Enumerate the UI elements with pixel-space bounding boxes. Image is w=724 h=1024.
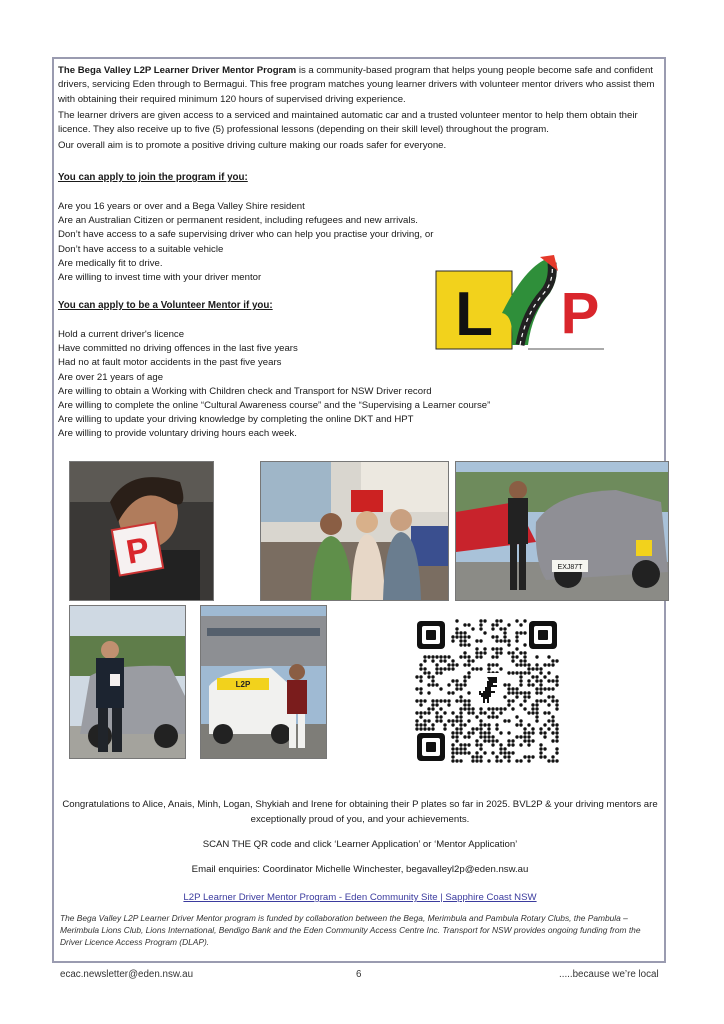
list-item: Don’t have access to a suitable vehicle: [58, 243, 224, 255]
list-item: Had no at fault motor accidents in the past five years: [58, 357, 282, 369]
p-plate-letter: P: [123, 530, 153, 572]
footer-tagline: .....because we’re local: [559, 969, 659, 980]
logo-l-letter: L: [455, 280, 493, 349]
intro-paragraph-3: Our overall aim is to promote a positive driving culture making our roads safer for everyone.: [58, 140, 447, 152]
list-item: Are medically fit to drive.: [58, 257, 163, 269]
scan-instruction: SCAN THE QR code and click ‘Learner Application’ or ‘Mentor Application’: [202, 839, 518, 850]
program-name: The Bega Valley L2P Learner Driver Mentor Program: [58, 65, 297, 76]
list-item: Are willing to provide voluntary driving hours each week.: [58, 428, 297, 440]
list-item: Are willing to obtain a Working with Children check and Transport for NSW Driver record: [58, 385, 432, 397]
program-website-link[interactable]: L2P Learner Driver Mentor Program - Eden Community Site | Sapphire Coast NSW: [183, 892, 537, 903]
photo-learner-with-car: [455, 461, 669, 601]
list-item: Hold a current driver's licence: [58, 329, 185, 340]
photo-mentor-with-car: [69, 605, 186, 759]
car-plate: EXJ87T: [557, 564, 583, 571]
page-number: 6: [356, 969, 362, 980]
list-item: Are willing to invest time with your driver mentor: [58, 272, 262, 284]
intro-paragraph-2: The learner drivers are given access to a serviced and maintained automatic car and a trusted volunteer mentor to help them obtain their licence. They also receive up to five (5) professional lessons (depending on their skill level) throughout the program.: [58, 109, 638, 136]
list-item: Don’t have access to a safe supervising driver who can help you practise your driving, or: [58, 229, 434, 241]
intro-text-1: is a community-based program that helps young people become safe and confident drivers, servicing Eden through to Bermagui. This free program matches young learner drivers with volunteer mentor drivers who assist them with obtaining their required minimum 120 hours of supervised driving experience.: [58, 65, 655, 105]
logo-p-letter: P: [560, 281, 600, 346]
intro-paragraph-1: [58, 64, 658, 107]
join-heading: You can apply to join the program if you:: [58, 172, 248, 183]
email-enquiries: Email enquiries: Coordinator Michelle Winchester, begavalleyl2p@eden.nsw.au: [191, 864, 529, 875]
photo-learner-with-p-plate: [69, 461, 214, 601]
dinosaur-icon: [471, 673, 503, 707]
photo-banner-car: [200, 605, 327, 759]
l2p-logo: [432, 253, 608, 357]
qr-code[interactable]: [413, 617, 561, 765]
list-item: Are willing to update your driving knowledge by completing the online DKT and HPT: [58, 414, 414, 426]
car-banner-text: L2P: [235, 680, 251, 689]
list-item: Have committed no driving offences in the last five years: [58, 343, 298, 355]
footer-email: ecac.newsletter@eden.nsw.au: [60, 969, 194, 980]
list-item: Are over 21 years of age: [58, 371, 164, 383]
list-item: Are you 16 years or over and a Bega Valley Shire resident: [58, 201, 305, 212]
mentor-heading: You can apply to be a Volunteer Mentor if you:: [58, 300, 273, 311]
intro-section: [58, 64, 658, 156]
program-link-wrap: [60, 890, 660, 905]
list-item: Are willing to complete the online “Cultural Awareness course” and the “Supervising a Learner course”: [58, 400, 491, 412]
funding-note: The Bega Valley L2P Learner Driver Mentor program is funded by collaboration between the Bega, Merimbula and Pambula Rotary Clubs, the Pambula – Merimbula Lions Club, Lions International, Bendigo Bank and the Eden Community Access Centre Inc. Transport for NSW provides ongoing funding from the Driver Licence Access Program (DLAP).: [60, 913, 641, 948]
list-item: Are an Australian Citizen or permanent resident, including refugees and new arrivals.: [58, 215, 418, 227]
photo-group-indoors: [260, 461, 449, 601]
congratulations-text: Congratulations to Alice, Anais, Minh, Logan, Shykiah and Irene for obtaining their P plates so far in 2025. BVL2P & your driving mentors are exceptionally proud of you, and your achievements.: [62, 799, 658, 825]
